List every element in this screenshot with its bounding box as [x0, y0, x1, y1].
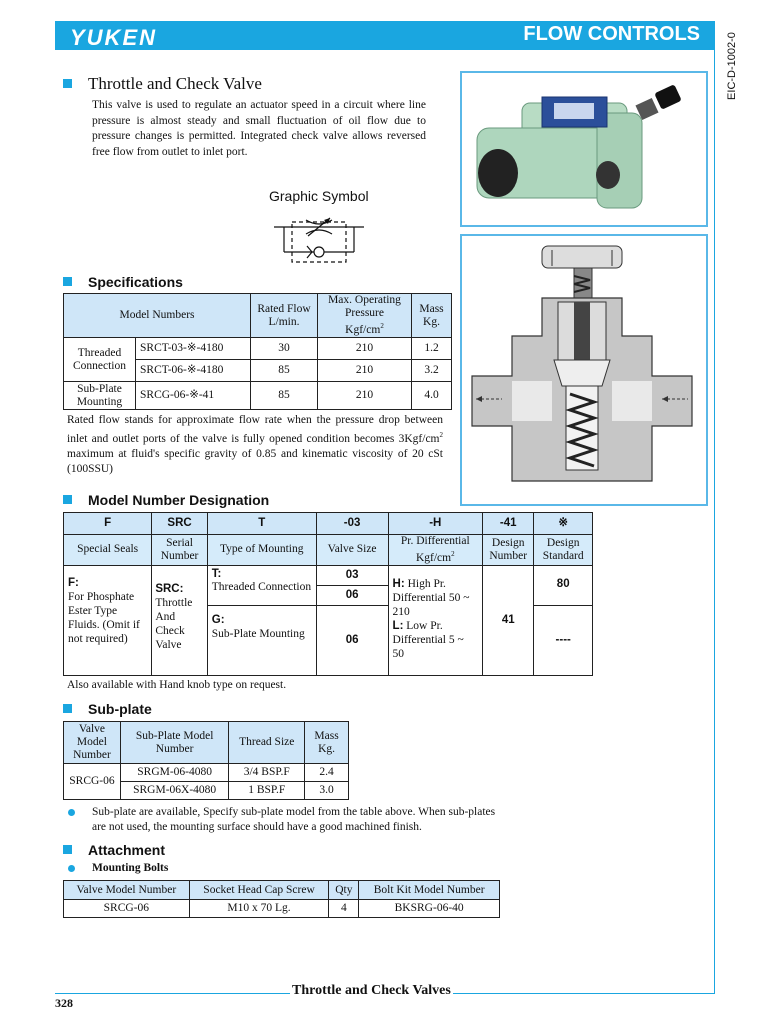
subplate-thread: 3/4 BSP.F	[229, 764, 305, 782]
specifications-heading: Specifications	[63, 274, 183, 290]
designation-note: Also available with Hand knob type on request.	[67, 679, 287, 691]
attachment-table	[63, 880, 500, 918]
square-bullet-icon	[63, 79, 72, 88]
subplate-header: Valve Model Number	[64, 722, 121, 764]
subplate-header: Sub-Plate Model Number	[120, 722, 229, 764]
std-dash-cell: ----	[534, 605, 593, 675]
spec-header-model: Model Numbers	[64, 294, 251, 338]
mounting-bolts-heading: Mounting Bolts	[92, 862, 169, 874]
attachment-heading: Attachment	[63, 842, 165, 858]
subplate-valve: SRCG-06	[64, 764, 121, 800]
intro-description: This valve is used to regulate an actuator speed in a circuit where line pressure is almost steady and small fluctuation of oil flow due to pressure changes is permitted. Integrated check valve allows reversed free flow from outlet to inlet port.	[92, 99, 426, 158]
round-bullet-icon	[68, 809, 75, 816]
spec-flow: 30	[251, 338, 318, 360]
section-title: FLOW CONTROLS	[523, 23, 700, 45]
size-03-cell: 03	[316, 565, 388, 585]
attachment-header: Qty	[329, 881, 359, 900]
spec-group-subplate: Sub-Plate Mounting	[64, 382, 136, 410]
label-cell: Special Seals	[64, 535, 152, 566]
attachment-header: Valve Model Number	[64, 881, 190, 900]
square-bullet-icon	[63, 704, 72, 713]
size-06-cell: 06	[316, 605, 388, 675]
subplate-table	[63, 721, 349, 800]
code-cell: ※	[534, 513, 593, 535]
spec-model: SRCT-03-※-4180	[136, 338, 251, 360]
right-rule	[714, 21, 715, 993]
spec-pressure: 210	[318, 338, 412, 360]
graphic-symbol-label: Graphic Symbol	[269, 188, 369, 204]
subplate-header: Mass Kg.	[305, 722, 349, 764]
spec-header-flow: Rated Flow L/min.	[251, 294, 318, 338]
f-option-cell: F: For Phosphate Ester Type Fluids. (Omit if not required)	[64, 565, 152, 675]
spec-header-pressure: Max. Operating Pressure Kgf/$cm^2$	[318, 294, 412, 338]
subplate-mass: 2.4	[305, 764, 349, 782]
graphic-symbol-icon	[274, 214, 364, 264]
spec-flow: 85	[251, 360, 318, 382]
code-cell: -H	[388, 513, 483, 535]
spec-group-threaded: Threaded Connection	[64, 338, 136, 382]
attachment-valve: SRCG-06	[64, 900, 190, 918]
designation-table	[63, 512, 593, 676]
label-cell: Valve Size	[316, 535, 388, 566]
subplate-heading: Sub-plate	[63, 701, 152, 717]
cross-section-drawing	[460, 234, 708, 506]
pr-option-cell: H: High Pr. Differential 50 ~ 210 L: Low Pr. Differential 5 ~ 50	[388, 565, 483, 675]
subplate-mass: 3.0	[305, 782, 349, 800]
attachment-header: Bolt Kit Model Number	[359, 881, 500, 900]
attachment-qty: 4	[329, 900, 359, 918]
spec-flow: 85	[251, 382, 318, 410]
attachment-header: Socket Head Cap Screw	[189, 881, 329, 900]
square-bullet-icon	[63, 845, 72, 854]
size-06-cell: 06	[316, 585, 388, 605]
doc-id: EIC-D-1002-0	[726, 32, 738, 100]
code-cell: T	[207, 513, 316, 535]
g-option-cell: G: Sub-Plate Mounting	[207, 605, 316, 675]
design-number-cell: 41	[483, 565, 534, 675]
label-cell: Serial Number	[152, 535, 207, 566]
designation-heading: Model Number Designation	[63, 492, 269, 508]
label-cell: Type of Mounting	[207, 535, 316, 566]
subplate-model: SRGM-06-4080	[120, 764, 229, 782]
specifications-table	[63, 293, 452, 410]
label-cell: Design Standard	[534, 535, 593, 566]
subplate-thread: 1 BSP.F	[229, 782, 305, 800]
spec-header-mass: Mass Kg.	[412, 294, 452, 338]
code-cell: -41	[483, 513, 534, 535]
page-number: 328	[55, 996, 73, 1010]
spec-mass: 1.2	[412, 338, 452, 360]
spec-mass: 3.2	[412, 360, 452, 382]
label-cell: Design Number	[483, 535, 534, 566]
subplate-header: Thread Size	[229, 722, 305, 764]
spec-model: SRCT-06-※-4180	[136, 360, 251, 382]
valve-photo	[460, 71, 708, 227]
std-80-cell: 80	[534, 565, 593, 605]
square-bullet-icon	[63, 277, 72, 286]
code-cell: -03	[316, 513, 388, 535]
footer-title: Throttle and Check Valves	[292, 983, 451, 998]
attachment-screw: M10 x 70 Lg.	[189, 900, 329, 918]
brand-logo: YUKEN	[70, 25, 158, 50]
subplate-note: Sub-plate are available, Specify sub-plate model from the table above. When sub-plates are not used, the mounting surface should have a good machined finish.	[92, 806, 496, 833]
src-option-cell: SRC: Throttle And Check Valve	[152, 565, 207, 675]
spec-pressure: 210	[318, 360, 412, 382]
t-option-cell: T: Threaded Connection	[207, 565, 316, 605]
label-cell: Pr. Differential Kgf/$cm^2$	[388, 535, 483, 566]
square-bullet-icon	[63, 495, 72, 504]
code-cell: SRC	[152, 513, 207, 535]
code-cell: F	[64, 513, 152, 535]
spec-pressure: 210	[318, 382, 412, 410]
spec-model: SRCG-06-※-41	[136, 382, 251, 410]
attachment-kit: BKSRG-06-40	[359, 900, 500, 918]
round-bullet-icon	[68, 865, 75, 872]
spec-note: Rated flow stands for approximate flow rate when the pressure drop between inlet and outlet ports of the valve is fully opened condition becomes $3Kgf/cm^2$ maximum at fluid's specific gravity of 0.85 and kinematic viscosity of 20 cSt (100SSU)	[67, 414, 443, 475]
spec-mass: 4.0	[412, 382, 452, 410]
intro-heading: Throttle and Check Valve	[63, 74, 262, 94]
subplate-model: SRGM-06X-4080	[120, 782, 229, 800]
